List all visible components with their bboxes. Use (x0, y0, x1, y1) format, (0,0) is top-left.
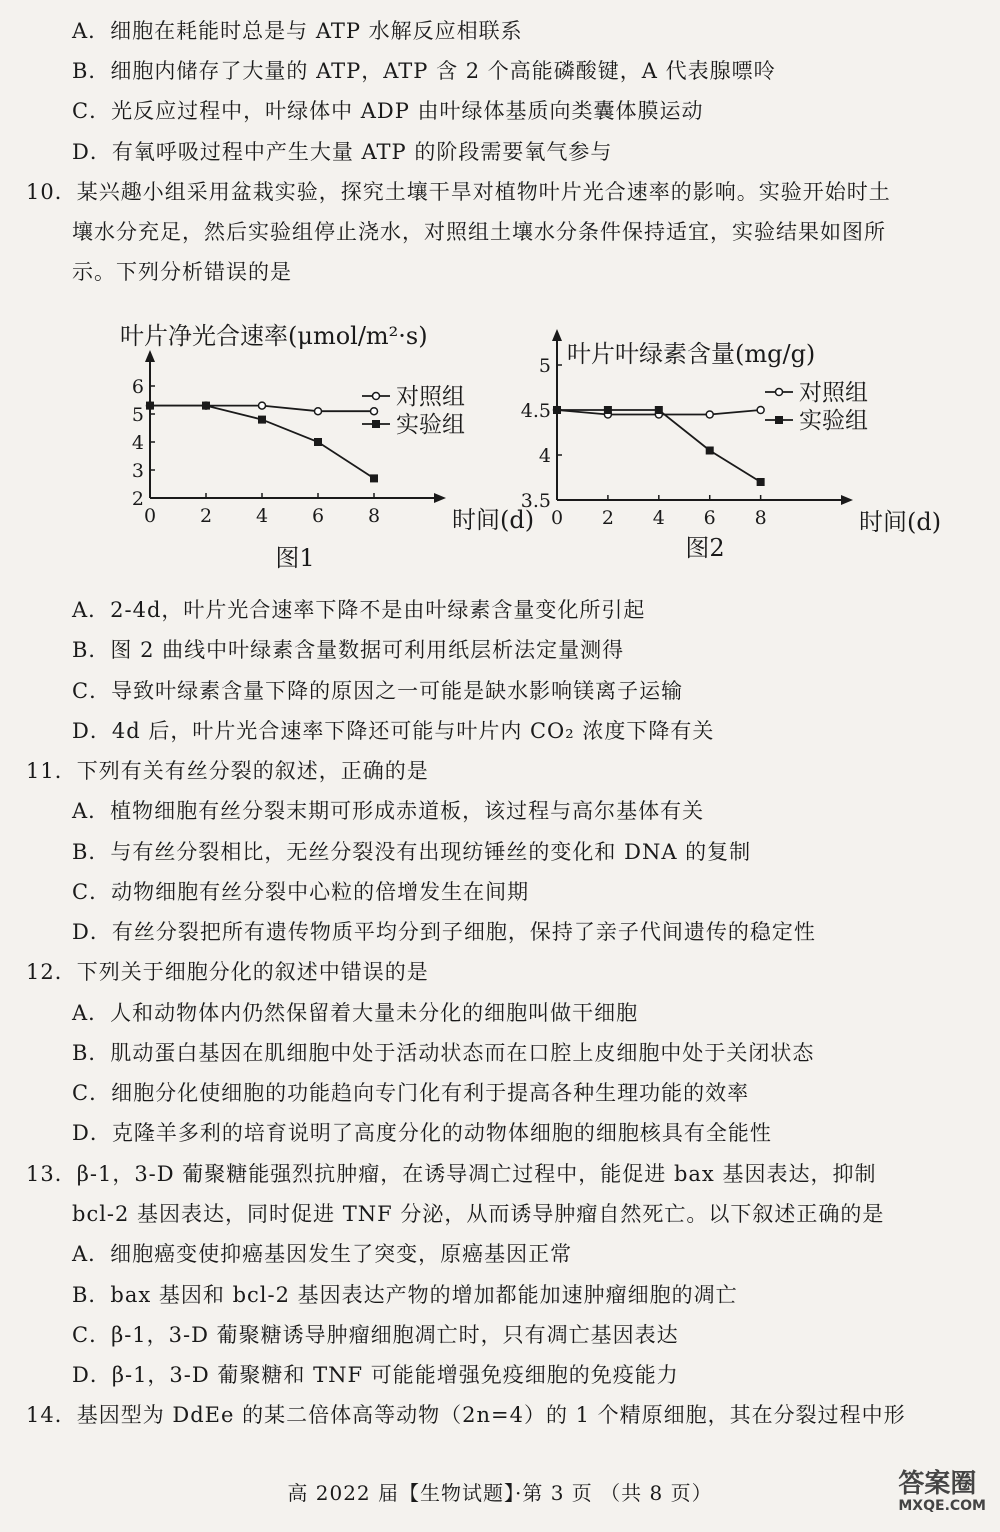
data-point-filled (314, 438, 322, 446)
chart-title: 叶片叶绿素含量(mg/g) (567, 340, 816, 368)
y-tick-label: 3 (131, 460, 144, 482)
q11-option-b: B．与有丝分裂相比，无丝分裂没有出现纺锤丝的变化和 DNA 的复制 (72, 840, 752, 864)
y-tick-label: 5 (131, 404, 144, 426)
q10-option-d: D．4d 后，叶片光合速率下降还可能与叶片内 CO₂ 浓度下降有关 (72, 719, 715, 743)
y-axis-arrow (552, 329, 562, 341)
y-axis-arrow (145, 350, 155, 362)
q13-option-b: B．bax 基因和 bcl-2 基因表达产物的增加都能加速肿瘤细胞的凋亡 (72, 1283, 738, 1307)
legend-marker-open (776, 389, 783, 396)
x-tick-label: 2 (601, 507, 614, 529)
q12-option-b: B．肌动蛋白基因在肌细胞中处于活动状态而在口腔上皮细胞中处于关闭状态 (72, 1041, 815, 1065)
q10-option-a: A．2-4d，叶片光合速率下降不是由叶绿素含量变化所引起 (72, 598, 646, 622)
data-point-filled (604, 406, 612, 414)
figure-caption: 图2 (685, 534, 725, 562)
q14-stem: 14．基因型为 DdEe 的某二倍体高等动物（2n=4）的 1 个精原细胞，其在分裂过程中形 (26, 1403, 906, 1427)
figure-2-chart (505, 330, 942, 580)
data-point-open (757, 407, 764, 414)
legend-label: 对照组 (799, 380, 868, 406)
data-point-filled (706, 447, 714, 455)
legend-marker-open (373, 393, 380, 400)
series-line-2 (557, 410, 761, 482)
x-tick-label: 8 (754, 507, 767, 529)
q13-option-c: C．β-1，3-D 葡聚糖诱导肿瘤细胞凋亡时，只有凋亡基因表达 (72, 1323, 679, 1347)
x-axis-arrow (434, 493, 446, 503)
figure-caption: 图1 (275, 544, 315, 572)
q11-stem: 11．下列有关有丝分裂的叙述，正确的是 (26, 759, 429, 783)
x-tick-label: 4 (652, 507, 665, 529)
watermark-line-1: 答案圈 (898, 1469, 977, 1499)
data-point-open (259, 402, 266, 409)
x-tick-label: 6 (703, 507, 716, 529)
y-tick-label: 5 (538, 355, 551, 377)
y-tick-label: 4 (131, 432, 144, 454)
q13-option-d: D．β-1，3-D 葡聚糖和 TNF 可能能增强免疫细胞的免疫能力 (72, 1363, 679, 1387)
x-tick-label: 0 (143, 505, 157, 527)
y-tick-label: 2 (131, 488, 144, 510)
x-tick-label: 2 (199, 505, 213, 527)
data-point-filled (202, 402, 210, 410)
q9-option-a: A．细胞在耗能时总是与 ATP 水解反应相联系 (72, 19, 523, 43)
q10-option-b: B．图 2 曲线中叶绿素含量数据可利用纸层析法定量测得 (72, 638, 625, 662)
q10-option-c: C．导致叶绿素含量下降的原因之一可能是缺水影响镁离子运输 (72, 679, 684, 703)
y-tick-label: 6 (131, 376, 144, 398)
legend-marker-filled (775, 416, 783, 424)
x-tick-label: 6 (311, 505, 325, 527)
page-footer: 高 2022 届【生物试题】·第 3 页 （共 8 页） (287, 1481, 713, 1505)
q9-option-c: C．光反应过程中，叶绿体中 ADP 由叶绿体基质向类囊体膜运动 (72, 99, 704, 123)
legend-label: 对照组 (396, 384, 465, 410)
data-point-open (371, 408, 378, 415)
data-point-filled (553, 406, 561, 414)
q12-option-a: A．人和动物体内仍然保留着大量未分化的细胞叫做干细胞 (72, 1001, 639, 1025)
x-tick-label: 8 (367, 505, 381, 527)
q9-option-d: D．有氧呼吸过程中产生大量 ATP 的阶段需要氧气参与 (72, 140, 613, 164)
q13-stem-line-1: 13．β-1，3-D 葡聚糖能强烈抗肿瘤，在诱导凋亡过程中，能促进 bax 基因表达，抑制 (26, 1162, 877, 1186)
data-point-open (706, 411, 713, 418)
q11-option-c: C．动物细胞有丝分裂中心粒的倍增发生在间期 (72, 880, 530, 904)
data-point-filled (146, 402, 154, 410)
data-point-filled (655, 406, 663, 414)
q10-stem-line-2: 壤水分充足，然后实验组停止浇水，对照组土壤水分条件保持适宜，实验结果如图所 (72, 220, 886, 244)
q13-option-a: A．细胞癌变使抑癌基因发生了突变，原癌基因正常 (72, 1242, 573, 1266)
q12-option-d: D．克隆羊多利的培育说明了高度分化的动物体细胞的细胞核具有全能性 (72, 1121, 772, 1145)
chart-title: 叶片净光合速率(μmol/m²·s) (120, 322, 428, 350)
legend-label: 实验组 (396, 412, 465, 438)
y-tick-label: 4.5 (520, 400, 551, 422)
y-tick-label: 4 (538, 445, 551, 467)
x-axis-arrow (841, 495, 853, 505)
q11-option-a: A．植物细胞有丝分裂末期可形成赤道板，该过程与高尔基体有关 (72, 799, 705, 823)
x-tick-label: 0 (550, 507, 564, 529)
x-axis-label: 时间(d) (452, 506, 535, 534)
watermark-line-2: MXQE.COM (898, 1498, 986, 1514)
q9-option-b: B．细胞内储存了大量的 ATP，ATP 含 2 个高能磷酸键，A 代表腺嘌呤 (72, 59, 776, 83)
x-axis-label: 时间(d) (859, 508, 942, 536)
data-point-filled (370, 474, 378, 482)
data-point-open (315, 408, 322, 415)
data-point-filled (757, 478, 765, 486)
figure-1-chart (100, 310, 535, 580)
q12-option-c: C．细胞分化使细胞的功能趋向专门化有利于提高各种生理功能的效率 (72, 1081, 750, 1105)
q10-stem-line-1: 10．某兴趣小组采用盆栽实验，探究土壤干旱对植物叶片光合速率的影响。实验开始时土 (26, 180, 891, 204)
q13-stem-line-2: bcl-2 基因表达，同时促进 TNF 分泌，从而诱导肿瘤自然死亡。以下叙述正确的是 (72, 1202, 885, 1226)
x-tick-label: 4 (255, 505, 269, 527)
q10-stem-line-3: 示。下列分析错误的是 (72, 260, 292, 284)
y-tick-label: 3.5 (520, 490, 551, 512)
q12-stem: 12．下列关于细胞分化的叙述中错误的是 (26, 960, 429, 984)
data-point-filled (258, 416, 266, 424)
q11-option-d: D．有丝分裂把所有遗传物质平均分到子细胞，保持了亲子代间遗传的稳定性 (72, 920, 816, 944)
legend-marker-filled (372, 420, 380, 428)
legend-label: 实验组 (799, 408, 868, 434)
watermark-logo (898, 1470, 986, 1514)
